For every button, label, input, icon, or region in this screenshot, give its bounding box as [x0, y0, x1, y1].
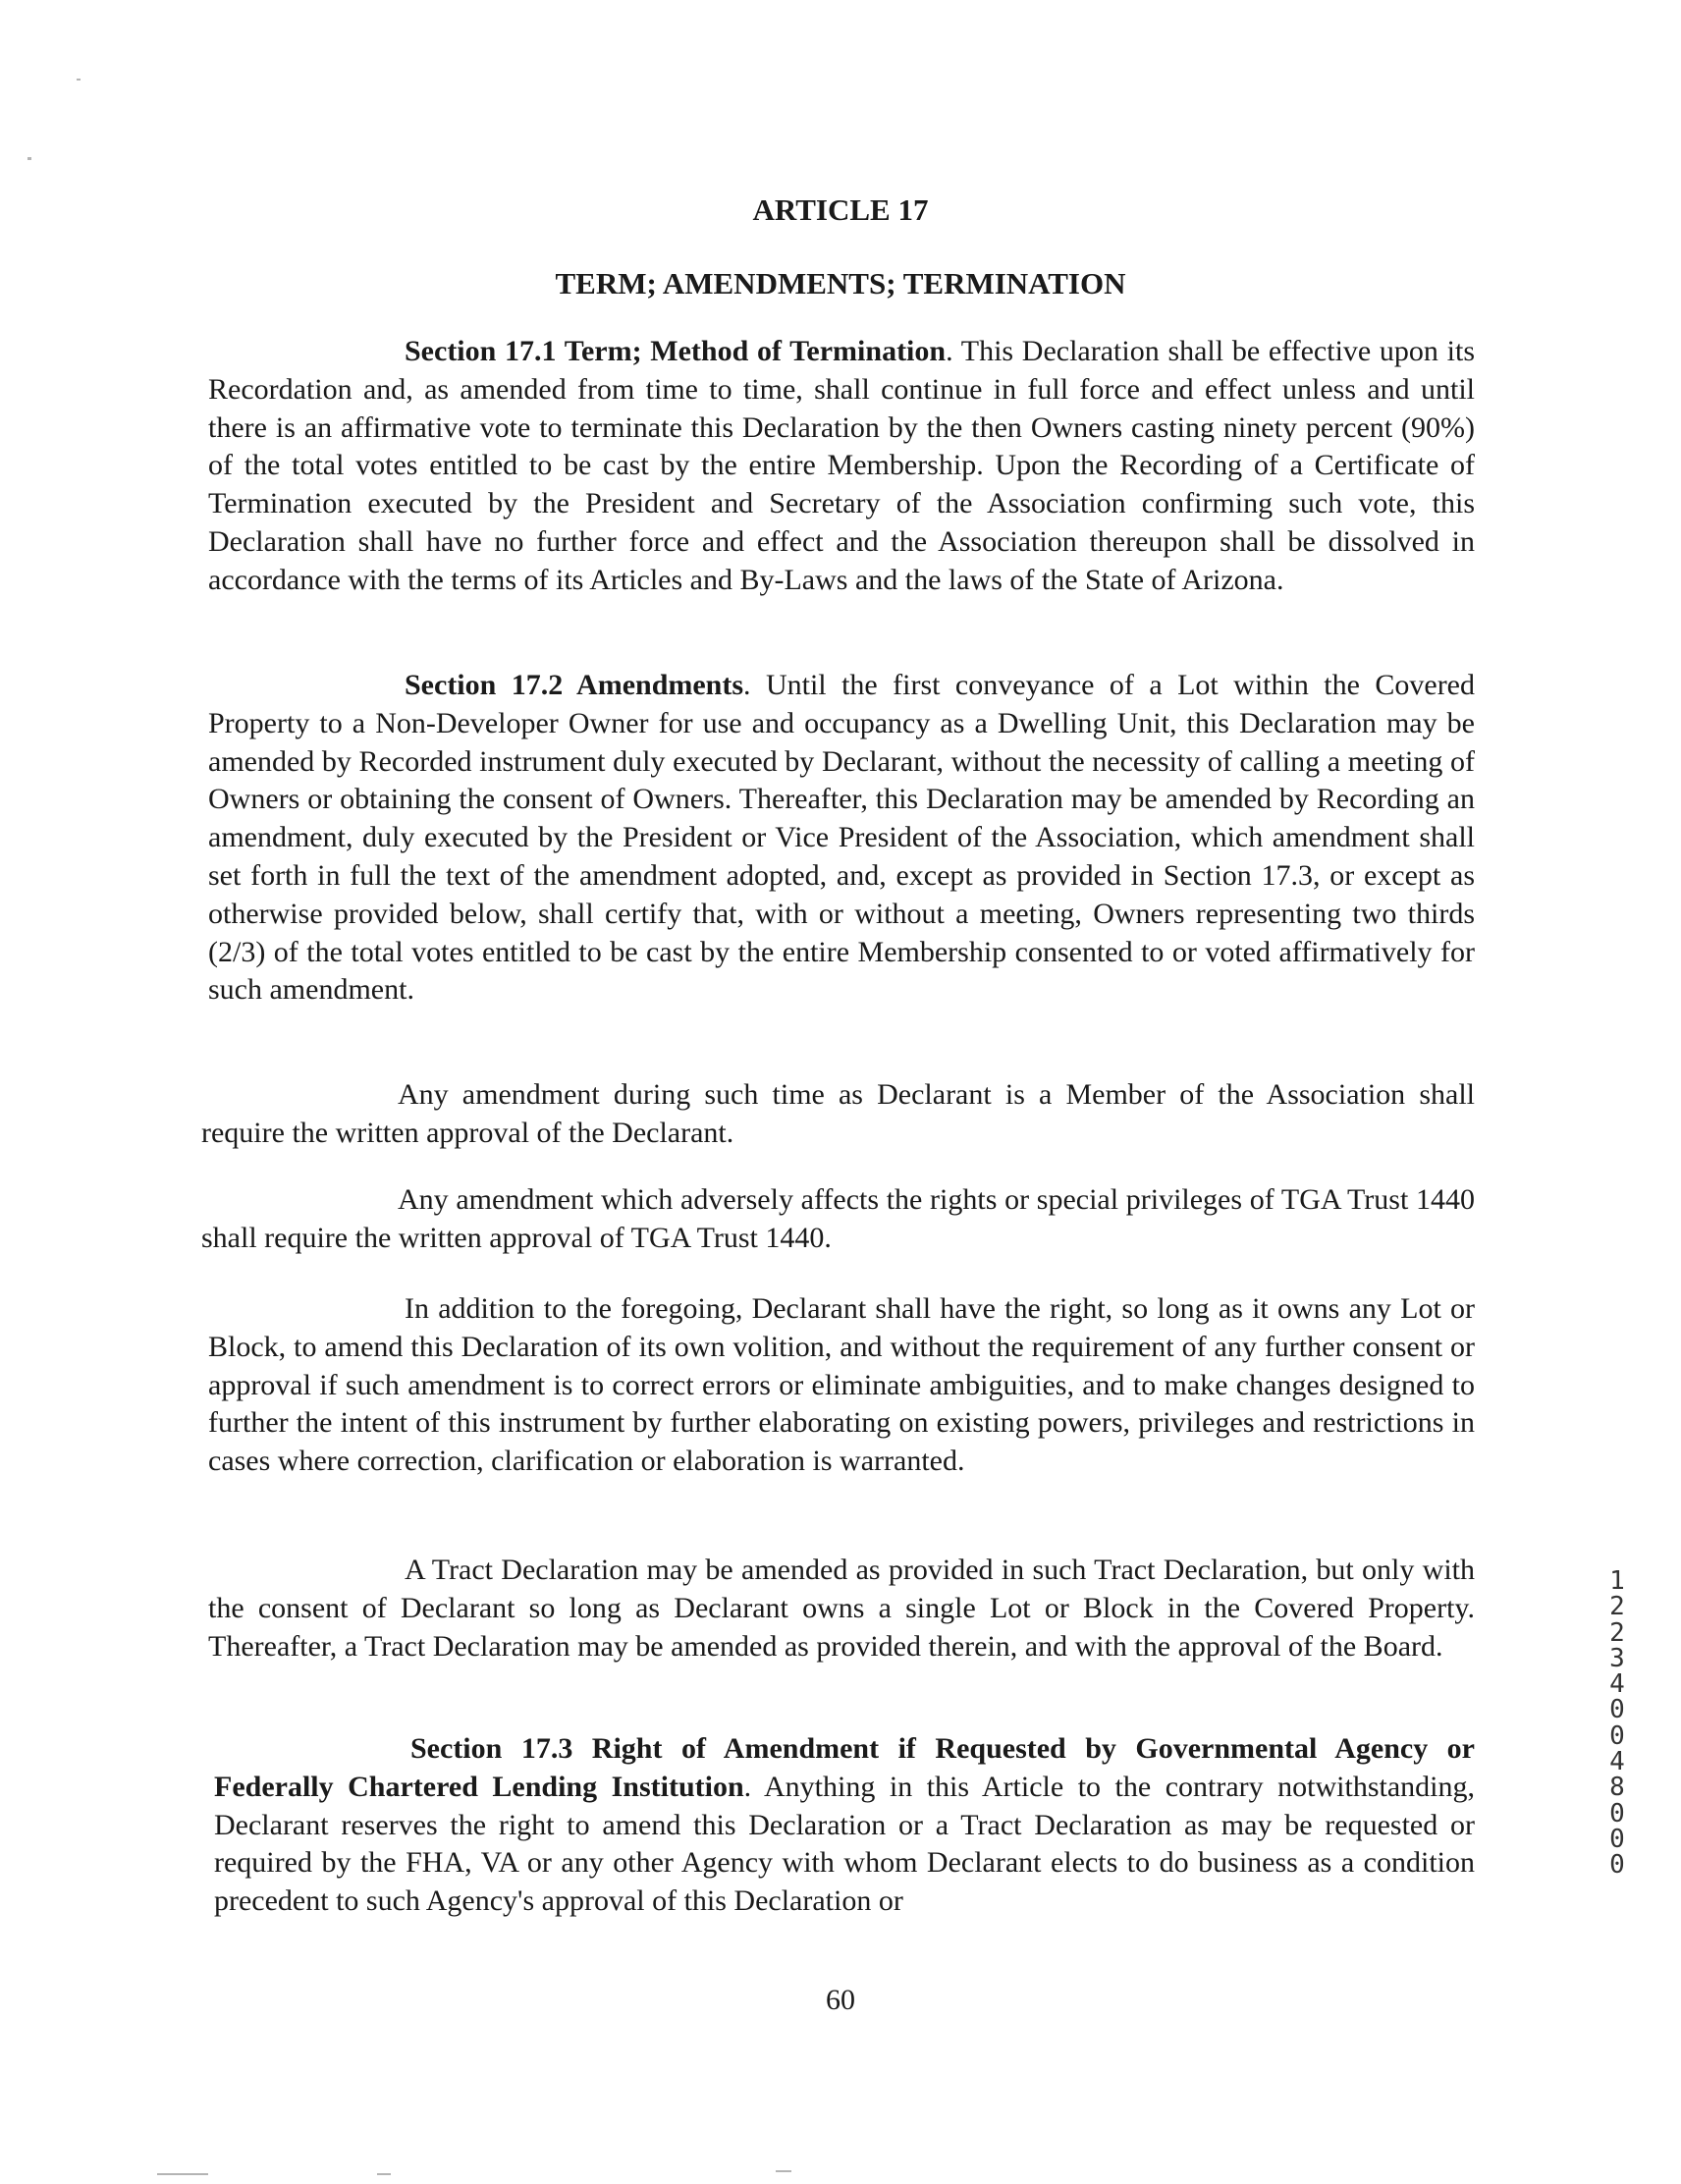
scan-speck	[27, 157, 31, 160]
article-title: TERM; AMENDMENTS; TERMINATION	[555, 266, 1126, 300]
section-17-1	[208, 333, 1475, 600]
paragraph-tga-trust	[201, 1181, 1475, 1258]
section-heading: Section 17.2 Amendments	[405, 669, 744, 701]
section-heading: Section 17.1 Term; Method of Termination	[405, 335, 947, 367]
scan-speck	[77, 79, 81, 81]
paragraph-text: Any amendment which adversely affects the rights or special privileges of TGA Trust 1440 shall require the written approval of TGA Trust 1440.	[201, 1183, 1475, 1254]
scan-speck	[157, 2173, 208, 2175]
section-text: . Until the first conveyance of a Lot within the Covered Property to a Non-Developer Owner for use and occupancy as a Dwelling Unit, this Declaration may be amended by Recorded instrument duly executed by Declarant, without the necessity of calling a meeting of Owners or obtaining the consent of Owners. Thereafter, this Declaration may be amended by Recording an amendment, duly executed by the President or Vice President of the Association, which amendment shall set forth in full the text of the amendment adopted, and, except as provided in Section 17.3, or except as otherwise provided below, shall certify that, with or without a meeting, Owners representing two thirds (2/3) of the total votes entitled to be cast by the entire Membership consented to or voted affirmatively for such amendment.	[208, 669, 1475, 1007]
paragraph-text: A Tract Declaration may be amended as provided in such Tract Declaration, but only with the consent of Declarant so long as Declarant owns a single Lot or Block in the Covered Property. Thereafter, a Tract Declaration may be amended as provided therein, and with the approval of the Board.	[208, 1554, 1475, 1663]
section-text: . Anything in this Article to the contrary notwithstanding, Declarant reserves the right to amend this Declaration or a Tract Declaration as may be requested or required by the FHA, VA or any other Agency with whom Declarant elects to do business as a condition precedent to such Agency's approval of this Declaration or	[214, 1770, 1475, 1918]
section-17-3	[214, 1730, 1475, 1921]
recording-number: 122340048000	[1609, 1566, 1625, 1881]
paragraph-text: Any amendment during such time as Declarant is a Member of the Association shall require the written approval of the Declarant.	[201, 1078, 1475, 1149]
section-heading: Section 17.3 Right of Amendment if Requested by Governmental Agency or Federally Chartered Lending Institution	[214, 1732, 1475, 1803]
scan-speck	[776, 2170, 791, 2172]
paragraph-declarant-approval	[201, 1076, 1475, 1153]
section-text: . This Declaration shall be effective upon its Recordation and, as amended from time to time, shall continue in full force and effect unless and until there is an affirmative vote to terminate this Declaration by the then Owners casting ninety percent (90%) of the total votes entitled to be cast by the entire Membership. Upon the Recording of a Certificate of Termination executed by the President and Secretary of the Association confirming such vote, this Declaration shall have no further force and effect and the Association thereupon shall be dissolved in accordance with the terms of its Articles and By-Laws and the laws of the State of Arizona.	[208, 335, 1475, 596]
page-number: 60	[826, 1984, 855, 2016]
article-number: ARTICLE 17	[752, 192, 929, 227]
paragraph-declarant-rights	[208, 1290, 1475, 1481]
paragraph-tract-declaration	[208, 1552, 1475, 1665]
section-17-2	[208, 667, 1475, 1010]
paragraph-text: In addition to the foregoing, Declarant shall have the right, so long as it owns any Lot or Block, to amend this Declaration of its own volition, and without the requirement of any further consent or approval if such amendment is to correct errors or eliminate ambiguities, and to make changes designed to further the intent of this instrument by further elaborating on existing powers, privileges and restrictions in cases where correction, clarification or elaboration is warranted.	[208, 1292, 1475, 1478]
scan-speck	[377, 2173, 391, 2175]
